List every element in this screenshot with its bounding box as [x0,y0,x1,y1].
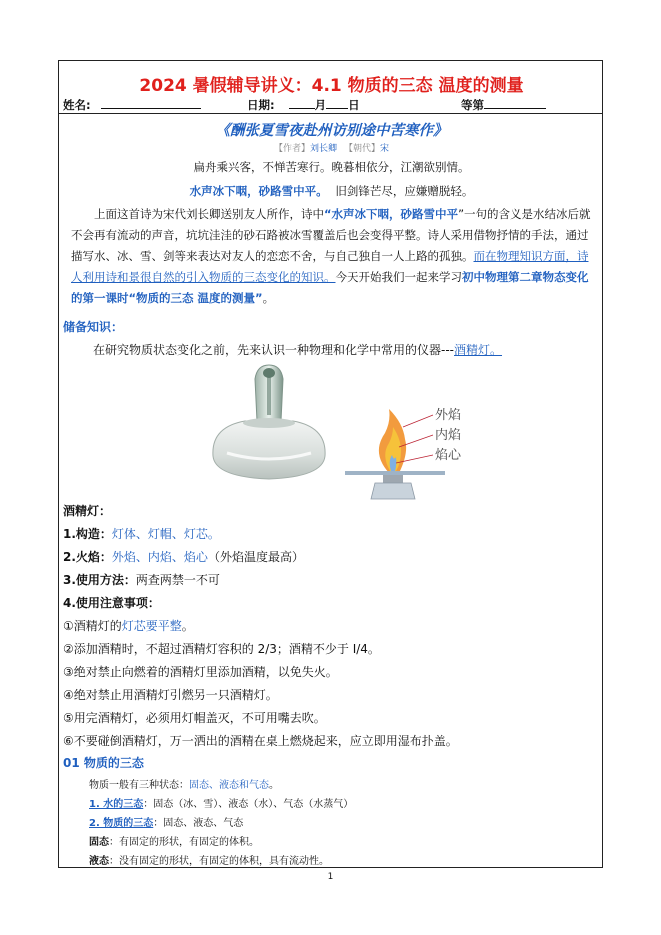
page-number: 1 [327,872,334,882]
alcohol-lamp-image [205,361,345,481]
flame-diagram [341,391,471,503]
matter-states-label: 2. 物质的三态 [89,818,154,829]
states-intro-text: 物质一般有三种状态： [89,780,189,791]
note-1 [63,617,194,634]
water-states-label: 1. 水的三态 [89,799,144,810]
water-states-text: ：固态（冰、雪）、液态（水）、气态（水蒸气） [143,799,354,810]
header-divider [59,113,602,114]
note-4: ④绝对禁止用酒精灯引燃另一只酒精灯。 [63,688,278,702]
day-label: 日 [348,98,360,112]
prep-heading: 储备知识： [63,320,124,334]
structure-value: 灯体、灯帽、灯芯。 [111,527,220,541]
intro-quote: “水声冰下咽，砂路雪中平 [324,207,459,221]
poem-line-1: 扁舟乘兴客，不惮苦寒行。晚暮相依分，江潮欲别情。 [193,160,470,174]
month-label: 月 [314,98,327,112]
matter-states-text: ：固态、液态、气态 [153,818,244,829]
states-intro-end: 。 [269,780,279,791]
grade-blank [484,97,546,109]
liquid-label: 液态 [89,856,109,867]
usage-label: 3.使用方法： [63,573,136,587]
name-label: 姓名: [63,98,91,112]
poem-author: 刘长卿 [310,144,338,154]
intro-text-2: ”一句的含义是水结冰后就不会再有流动的声音，坑坑洼洼的砂石路被冰雪覆盖后也会变得平整。诗人采用借物抒情的手法，通过描写水、冰、雪、剑等来表达对友人的恋恋不舍，与自己独自一人上路的孤独。 [71,207,591,263]
month-blank [289,97,315,109]
poem-line-2 [59,183,604,199]
grade-field [461,97,546,113]
liquid-text: ：没有固定的形状，有固定的体积，具有流动性。 [109,856,329,867]
name-blank [101,97,201,109]
note-1-highlight: 灯芯要平整 [121,619,182,633]
poem-title: 《酬张夏雪夜赴州访别途中苦寒作》 [215,123,448,139]
day-blank [326,97,348,109]
prep-text [93,341,502,358]
section-01-heading: 01 物质的三态 [63,756,144,770]
grade-label: 等第 [461,98,484,112]
lamp-heading: 酒精灯： [63,504,112,518]
flame-note: （外焰温度最高） [207,550,304,564]
note-2: ②添加酒精时，不超过酒精灯容积的 2/3；酒精不少于 I/4。 [63,642,380,656]
author-tag: 【作者】 [274,144,311,154]
note-1-end: 。 [181,619,194,633]
date-label: 日期: [247,98,275,112]
prep-sentence: 在研究物质状态变化之前，先来认识一种物理和化学中常用的仪器--- [93,343,454,357]
note-6: ⑥不要碰倒酒精灯，万一洒出的酒精在桌上燃烧起来，应立即用湿布扑盖。 [63,734,458,748]
lamp-item-structure [63,525,220,542]
poem-meta [59,141,604,154]
dynasty-tag: 【朝代】 [343,144,380,154]
states-intro-list: 固态、液态和气态 [189,780,269,791]
lamp-item-flame [63,548,304,565]
note-5: ⑤用完酒精灯，必须用灯帽盖灭，不可用嘴去吹。 [63,711,326,725]
lamp-item-notes [63,594,160,611]
poem-line-2-rest: 旧剑锋芒尽，应嫌赠脱轻。 [335,184,474,198]
date-field [247,97,360,113]
solid-definition [89,833,259,848]
structure-label: 1.构造： [63,527,112,541]
wire-gauze [345,471,445,475]
intro-link-text: 而在物理知识方面，诗人利用诗和景很自然的引入物质的三态变化的知识。 [71,249,589,284]
note-1-text: ①酒精灯的 [63,619,122,633]
intro-text-3: 今天开始我们一起来学习 [335,270,462,284]
label-outer-flame: 外焰 [435,408,462,423]
poem-dynasty: 宋 [379,144,389,154]
water-states [89,795,353,810]
page-title: 2024 暑假辅导讲义：4.1 物质的三态 温度的测量 [139,76,524,96]
solid-text: ：有固定的形状，有固定的体积。 [109,837,259,848]
flame-value: 外焰、内焰、焰心 [111,550,208,564]
lamp-item-usage [63,571,220,588]
intro-text-end: 。 [262,291,275,305]
matter-states [89,814,243,829]
label-inner-flame: 内焰 [435,428,462,443]
notes-label: 4.使用注意事项： [63,596,160,610]
flame-label: 2.火焰： [63,550,112,564]
liquid-definition [89,852,329,867]
label-flame-core: 焰心 [435,448,462,463]
note-3: ③绝对禁止向燃着的酒精灯里添加酒精，以免失火。 [63,665,338,679]
worksheet-frame [58,60,603,868]
states-intro [89,776,279,791]
prep-link: 酒精灯。 [454,343,503,357]
lamp-base-shape [371,483,415,499]
intro-lesson-title: 初中物理第二章物态变化的第一课时“物质的三态 温度的测量” [71,270,589,305]
intro-text-1: 上面这首诗为宋代刘长卿送别友人所作，诗中 [94,207,324,221]
name-field [63,97,201,113]
intro-paragraph [71,204,591,309]
usage-value: 两查两禁一不可 [135,573,220,587]
poem-line-2-highlight: 水声冰下咽，砂路雪中平。 [189,184,328,198]
solid-label: 固态 [89,837,109,848]
